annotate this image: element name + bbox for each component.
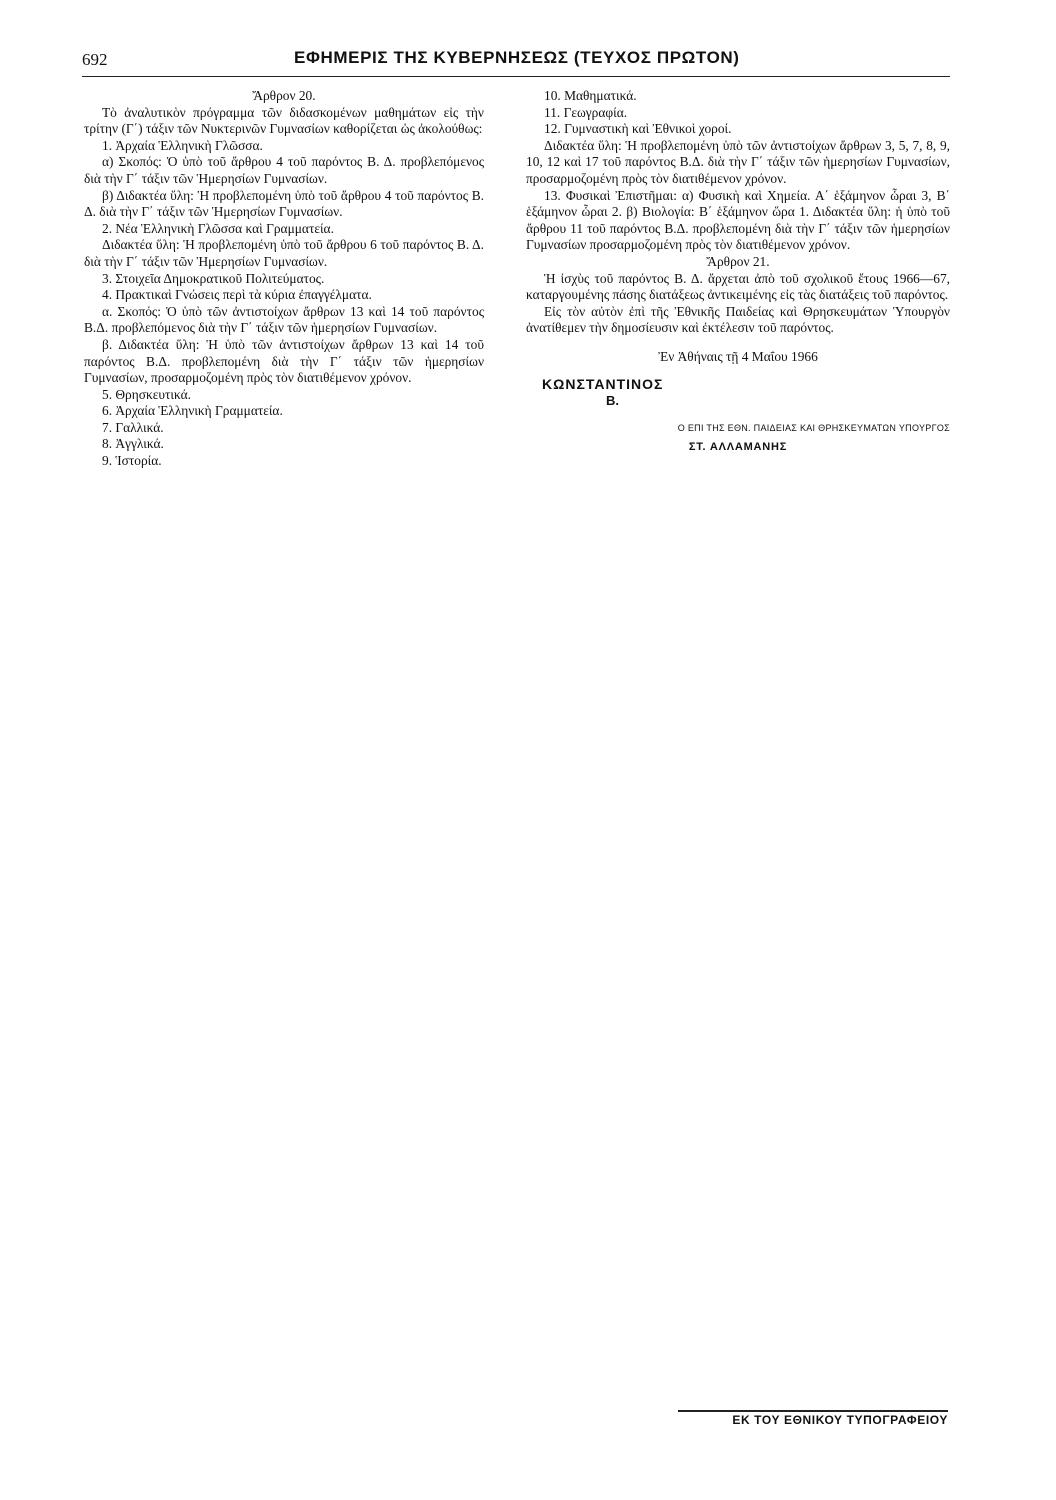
signature-date: Ἐν Ἀθήναις τῇ 4 Μαΐου 1966	[658, 348, 818, 364]
right-column	[526, 88, 950, 456]
article-heading: Ἄρθρον 20.	[252, 88, 316, 103]
paragraph: Ἡ ἰσχὺς τοῦ παρόντος Β. Δ. ἄρχεται ἀπὸ τοῦ σχολικοῦ ἔτους 1966—67, καταργουμένης πάσης διατάξεως ἀντικειμένης εἰς τὰς διατάξεις τοῦ παρόντος.	[526, 270, 950, 303]
paragraph: 1. Ἀρχαία Ἑλληνικὴ Γλῶσσα.	[102, 137, 263, 153]
page-number: 692	[82, 50, 108, 69]
paragraph: 13. Φυσικαὶ Ἐπιστῆμαι: α) Φυσικὴ καὶ Χημεία. Α΄ ἑξάμηνον ὧραι 3, Β΄ ἑξάμηνον ὧραι 2. β) Βιολογία: Β΄ ἑξάμηνον ὥρα 1. Διδακτέα ὕλη: ἡ ὑπὸ τοῦ ἄρθρου 11 τοῦ παρόντος Β.Δ. προβλεπομένη διὰ τὴν Γ΄ τάξιν τῶν ἡμερησίων Γυμνασίων προσαρμοζομένη πρὸς τὸν διατιθέμενον χρόνον.	[526, 187, 950, 253]
paragraph: Διδακτέα ὕλη: Ἡ προβλεπομένη ὑπὸ τῶν ἀντιστοίχων ἄρθρων 3, 5, 7, 8, 9, 10, 12 καὶ 17 τοῦ παρόντος Β.Δ. διὰ τὴν Γ΄ τάξιν τῶν ἡμερησίων Γυμνασίων, προσαρμοζομένη πρὸς τὸν διατιθέμενον χρόνον.	[526, 137, 950, 186]
right-column-body	[526, 88, 950, 337]
paragraph: 9. Ἱστορία.	[102, 453, 162, 469]
paragraph: 7. Γαλλικά.	[102, 419, 164, 435]
article-heading: Ἄρθρον 21.	[706, 253, 770, 269]
paragraph: 6. Ἀρχαία Ἑλληνικὴ Γραμματεία.	[102, 403, 283, 419]
left-column	[84, 88, 484, 470]
paragraph: 3. Στοιχεῖα Δημοκρατικοῦ Πολιτεύματος.	[102, 270, 325, 286]
paragraph: Τὸ ἀναλυτικὸν πρόγραμμα τῶν διδασκομένων μαθημάτων εἰς τὴν τρίτην (Γ΄) τάξιν τῶν Νυκτερινῶν Γυμνασίων καθορίζεται ὡς ἀκολούθως:	[84, 104, 484, 137]
paragraph: 12. Γυμναστικὴ καὶ Ἐθνικοὶ χοροί.	[544, 121, 732, 137]
paragraph: 11. Γεωγραφία.	[544, 104, 628, 120]
paragraph: α. Σκοπός: Ὁ ὑπὸ τῶν ἀντιστοίχων ἄρθρων 13 καὶ 14 τοῦ παρόντος Β.Δ. προβλεπόμενος διὰ τὴν Γ΄ τάξιν τῶν ἡμερησίων Γυμνασίων.	[84, 303, 484, 336]
king-signature: ΚΩΝΣΤΑΝΤΙΝΟΣ	[542, 375, 664, 392]
footer-divider	[678, 1410, 948, 1412]
paragraph: β. Διδακτέα ὕλη: Ἡ ὑπὸ τῶν ἀντιστοίχων ἄρθρων 13 καὶ 14 τοῦ παρόντος Β.Δ. προβλεπομένη διὰ τὴν Γ΄ τάξιν τῶν ἡμερησίων Γυμνασίων, προσαρμοζομένη πρὸς τὸν διατιθέμενον χρόνον.	[84, 336, 484, 386]
paragraph: 5. Θρησκευτικά.	[102, 386, 191, 402]
gazette-title: ΕΦΗΜΕΡΙΣ ΤΗΣ ΚΥΒΕΡΝΗΣΕΩΣ (ΤΕΥΧΟΣ ΠΡΩΤΟΝ)	[294, 48, 740, 67]
paragraph: α) Σκοπός: Ὁ ὑπὸ τοῦ ἄρθρου 4 τοῦ παρόντος Β. Δ. προβλεπόμενος διὰ τὴν Γ΄ τάξιν τῶν Ἡμερησίων Γυμνασίων.	[84, 154, 484, 186]
paragraph: 10. Μαθηματικά.	[544, 88, 637, 103]
paragraph: 2. Νέα Ἑλληνικὴ Γλῶσσα καὶ Γραμματεία.	[102, 220, 334, 236]
king-initial: Β.	[606, 393, 619, 409]
printer-mark: ΕΚ ΤΟΥ ΕΘΝΙΚΟΥ ΤΥΠΟΓΡΑΦΕΙΟΥ	[732, 1413, 948, 1427]
paragraph: 4. Πρακτικαὶ Γνώσεις περὶ τὰ κύρια ἐπαγγέλματα.	[102, 287, 372, 303]
paragraph: Διδακτέα ὕλη: Ἡ προβλεπομένη ὑπὸ τοῦ ἄρθρου 6 τοῦ παρόντος Β. Δ. διὰ τὴν Γ΄ τάξιν τῶν Ἡμερησίων Γυμνασίων.	[84, 237, 484, 269]
paragraph: β) Διδακτέα ὕλη: Ἡ προβλεπομένη ὑπὸ τοῦ ἄρθρου 4 τοῦ παρόντος Β. Δ. διὰ τὴν Γ΄ τάξιν τῶν Ἡμερησίων Γυμνασίων.	[84, 187, 484, 220]
page-header	[82, 44, 950, 72]
paragraph: Εἰς τὸν αὐτὸν ἐπὶ τῆς Ἐθνικῆς Παιδείας καὶ Θρησκευμάτων Ὑπουργὸν ἀνατίθεμεν τὴν δημοσίευσιν καὶ ἐκτέλεσιν τοῦ παρόντος.	[526, 303, 950, 336]
header-divider	[82, 76, 950, 77]
minister-title: Ο ΕΠΙ ΤΗΣ ΕΘΝ. ΠΑΙΔΕΙΑΣ ΚΑΙ ΘΡΗΣΚΕΥΜΑΤΩΝ ΥΠΟΥΡΓΟΣ	[677, 422, 950, 433]
paragraph: 8. Ἀγγλικά.	[102, 436, 164, 452]
minister-name: ΣΤ. ΑΛΛΑΜΑΝΗΣ	[688, 441, 788, 454]
